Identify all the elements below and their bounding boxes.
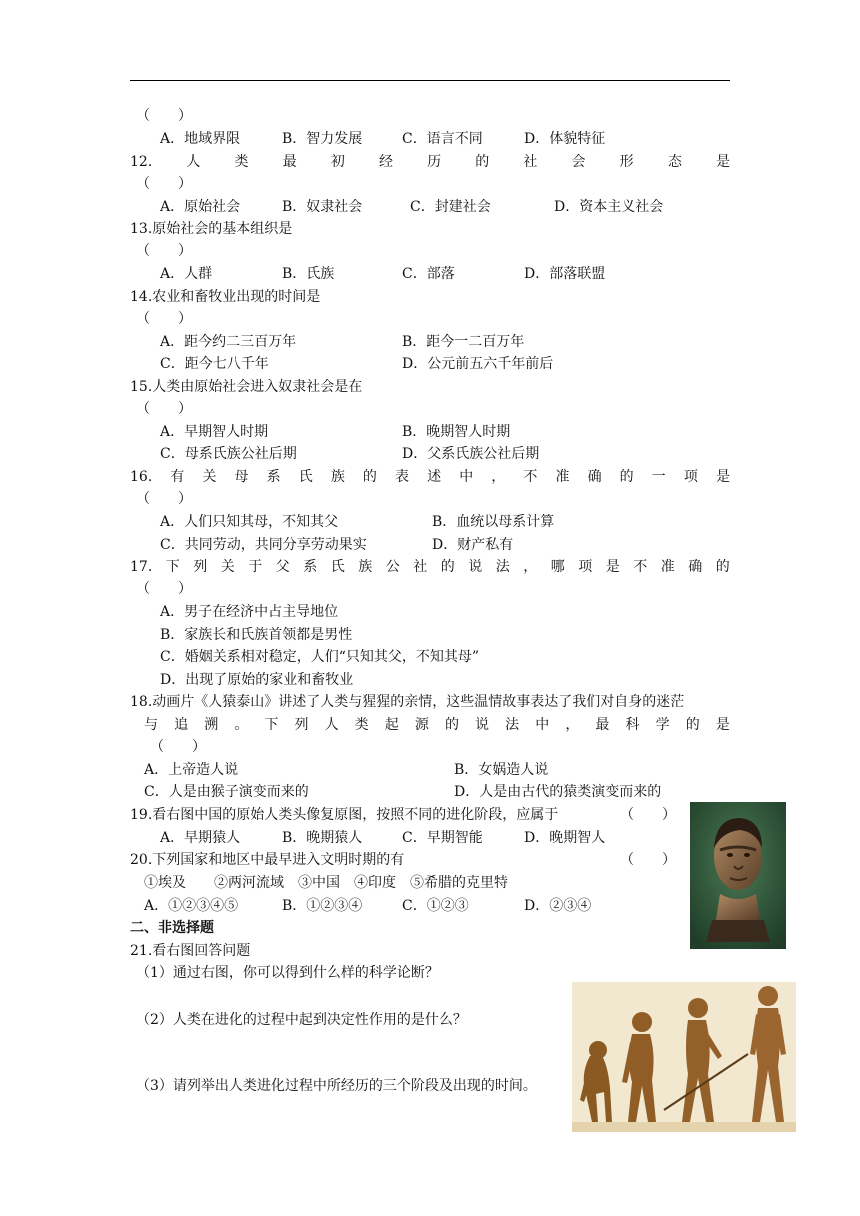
q20-option-d: D．②③④: [524, 898, 592, 914]
q15-option-a: A．早期智人时期: [160, 424, 269, 440]
q17-option-b: B．家族长和氏族首领都是男性: [160, 627, 353, 643]
primitive-human-bust-image: [690, 802, 786, 949]
q19-option-b: B．晚期猿人: [282, 830, 363, 846]
q17-paren: （ ）: [136, 581, 192, 597]
header-rule: [130, 80, 730, 81]
q18-option-c: C．人是由猴子演变而来的: [144, 784, 309, 800]
q11-paren: （ ）: [136, 108, 192, 124]
q11-option-b: B．智力发展: [282, 131, 363, 147]
q12-option-d: D．资本主义社会: [554, 199, 664, 215]
human-evolution-image: [572, 982, 796, 1132]
q13-option-a: A．人群: [160, 266, 213, 282]
q21-subquestion-1: （1）通过右图，你可以得到什么样的科学论断？: [136, 965, 439, 981]
q18-option-a: A．上帝造人说: [144, 762, 239, 778]
q14-stem: 14.农业和畜牧业出现的时间是: [130, 289, 321, 305]
q16-option-c: C．共同劳动，共同分享劳动果实: [160, 537, 367, 553]
q14-option-d: D．公元前五六千年前后: [402, 356, 554, 372]
q20-paren: （ ）: [620, 852, 676, 868]
q18-paren: （ ）: [150, 739, 206, 755]
q18-option-b: B．女娲造人说: [454, 762, 549, 778]
q15-option-c: C．母系氏族公社后期: [160, 446, 297, 462]
q17-stem: 17. 下 列 关 于 父 系 氏 族 公 社 的 说 法 ， 哪 项 是 不 准 确 的: [130, 559, 730, 575]
q19-stem: 19.看右图中国的原始人类头像复原图，按照不同的进化阶段，应属于: [130, 807, 559, 823]
q16-option-a: A．人们只知其母，不知其父: [160, 514, 339, 530]
section-heading: 二、非选择题: [130, 920, 214, 936]
q18-stem-line1: 18.动画片《人猿泰山》讲述了人类与猩猩的亲情，这些温情故事表达了我们对自身的迷茫: [130, 694, 685, 710]
q20-stem: 20.下列国家和地区中最早进入文明时期的有: [130, 852, 405, 868]
q16-paren: （ ）: [136, 491, 192, 507]
q16-option-b: B．血统以母系计算: [432, 514, 555, 530]
q21-subquestion-2: （2）人类在进化的过程中起到决定性作用的是什么？: [136, 1012, 467, 1028]
q12-stem: 12. 人 类 最 初 经 历 的 社 会 形 态 是: [130, 154, 730, 170]
q14-paren: （ ）: [136, 311, 192, 327]
q21-subquestion-3: （3）请列举出人类进化过程中所经历的三个阶段及出现的时间。: [136, 1078, 537, 1094]
q11-option-d: D．体貌特征: [524, 131, 606, 147]
q13-option-c: C．部落: [402, 266, 455, 282]
q12-paren: （ ）: [136, 176, 192, 192]
q17-option-c: C．婚姻关系相对稳定，人们“只知其父，不知其母”: [160, 649, 480, 665]
q19-option-d: D．晚期智人: [524, 830, 606, 846]
q21-stem: 21.看右图回答问题: [130, 943, 251, 959]
q16-stem: 16. 有 关 母 系 氏 族 的 表 述 中 ， 不 准 确 的 一 项 是: [130, 469, 730, 485]
q14-option-a: A．距今约二三百万年: [160, 334, 297, 350]
q17-option-d: D．出现了原始的家业和畜牧业: [160, 672, 354, 688]
q13-option-b: B．氏族: [282, 266, 335, 282]
q14-option-b: B．距今一二百万年: [402, 334, 525, 350]
q13-paren: （ ）: [136, 243, 192, 259]
q12-option-c: C．封建社会: [410, 199, 491, 215]
q12-option-b: B．奴隶社会: [282, 199, 363, 215]
q15-paren: （ ）: [136, 401, 192, 417]
q18-option-d: D．人是由古代的猿类演变而来的: [454, 784, 662, 800]
q17-option-a: A．男子在经济中占主导地位: [160, 604, 339, 620]
q19-option-c: C．早期智能: [402, 830, 483, 846]
q16-option-d: D．财产私有: [432, 537, 514, 553]
q18-stem-line2: 与 追 溯 。 下 列 人 类 起 源 的 说 法 中 ， 最 科 学 的 是: [144, 717, 730, 733]
q20-option-c: C．①②③: [402, 898, 469, 914]
q13-option-d: D．部落联盟: [524, 266, 606, 282]
q15-option-b: B．晚期智人时期: [402, 424, 511, 440]
q15-option-d: D．父系氏族公社后期: [402, 446, 540, 462]
q12-option-a: A．原始社会: [160, 199, 241, 215]
q20-option-b: B．①②③④: [282, 898, 363, 914]
q11-option-a: A．地域界限: [160, 131, 241, 147]
q15-stem: 15.人类由原始社会进入奴隶社会是在: [130, 379, 363, 395]
q11-option-c: C．语言不同: [402, 131, 483, 147]
q19-paren: （ ）: [620, 807, 676, 823]
q19-option-a: A．早期猿人: [160, 830, 241, 846]
q13-stem: 13.原始社会的基本组织是: [130, 221, 293, 237]
q20-option-a: A．①②③④⑤: [144, 898, 239, 914]
q14-option-c: C．距今七八千年: [160, 356, 269, 372]
q20-items: ①埃及 ②两河流域 ③中国 ④印度 ⑤希腊的克里特: [144, 875, 508, 891]
